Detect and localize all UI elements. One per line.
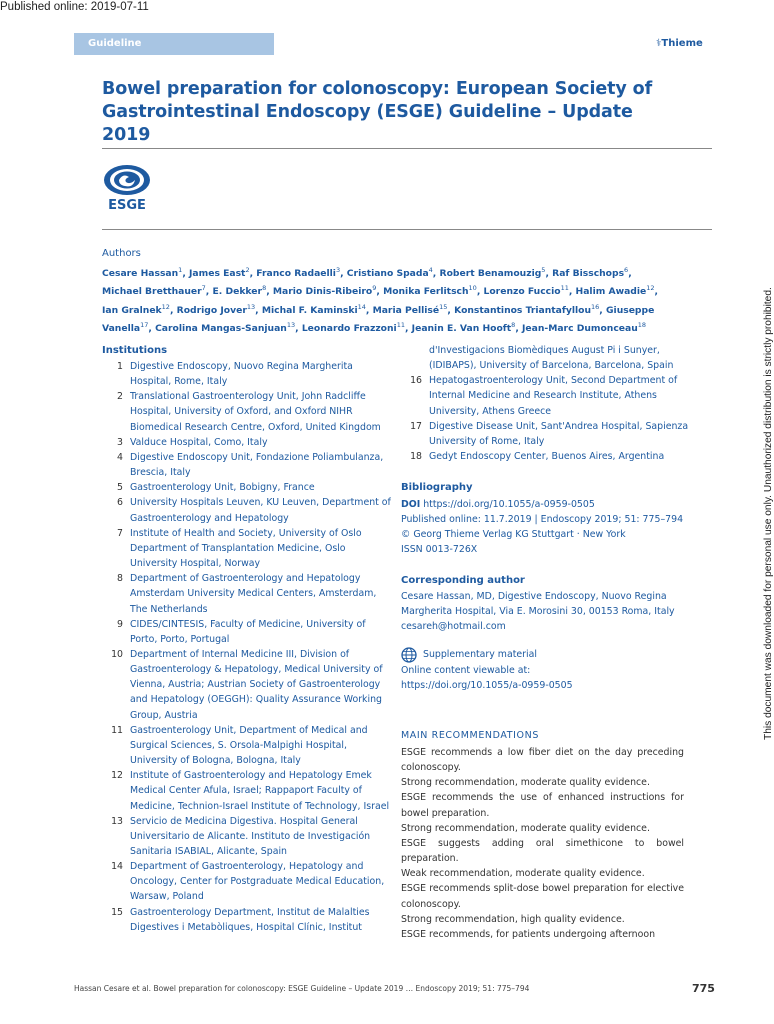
author-name: Maria Pellisé$^{15}$ — [372, 302, 448, 316]
institution-text: Digestive Endoscopy Unit, Fondazione Poliambulanza, Brescia, Italy — [130, 451, 384, 479]
institution-item — [102, 571, 392, 616]
institution-item — [102, 526, 392, 571]
institution-number: 4 — [117, 451, 123, 463]
author-affiliation-number: 16 — [591, 302, 600, 311]
main-recommendations-text — [401, 745, 684, 942]
supplementary-label: Supplementary material — [423, 649, 537, 661]
author-name: Halim Awadie$^{12}$ — [575, 284, 655, 298]
author-name: Leonardo Frazzoni$^{11}$ — [301, 320, 405, 334]
institution-item — [102, 723, 392, 768]
author-affiliation-number: 13 — [246, 302, 256, 311]
institution-number: 14 — [111, 861, 123, 873]
author-affiliation-number: 3 — [335, 266, 341, 274]
institution-item — [102, 768, 392, 813]
institutions-list-left — [102, 359, 392, 935]
institution-text: Institute of Health and Society, University of Oslo Department of Transplantation Medicine, Oslo University Hospital, Norway — [130, 527, 362, 570]
institution-number: 5 — [117, 482, 123, 494]
institutions-heading: Institutions — [102, 345, 168, 356]
author-affiliation-number: 12 — [161, 302, 170, 311]
esge-emblem-icon — [102, 164, 152, 212]
author-affiliation-number: 7 — [201, 284, 206, 293]
institutions-list-right — [401, 343, 691, 464]
author-name: Michal F. Kaminski$^{14}$ — [261, 302, 366, 316]
institution-number: 6 — [117, 497, 123, 509]
institution-number: 7 — [117, 527, 123, 539]
main-recommendations-heading: MAIN RECOMMENDATIONS — [401, 730, 539, 741]
authors-heading: Authors — [102, 248, 141, 259]
institution-number: 12 — [111, 770, 123, 782]
page-number: 775 — [692, 982, 715, 995]
author-name: Rodrigo Jover$^{13}$ — [176, 302, 256, 316]
author-affiliation-number: 8 — [262, 284, 267, 293]
institution-text: Department of Gastroenterology and Hepatology Amsterdam University Medical Centers, Amsterdam, The Netherlands — [130, 573, 377, 615]
author-affiliation-number: 15 — [439, 302, 448, 311]
institution-item — [102, 389, 392, 434]
author-affiliation-number: 1 — [178, 266, 183, 274]
supplementary-online: Online content viewable at: — [401, 665, 531, 676]
title-divider — [102, 148, 712, 149]
author-name: Cristiano Spada$^4$ — [346, 266, 433, 280]
institution-item — [401, 449, 691, 464]
author-name: Jean-Marc Dumonceau$^{18}$ — [522, 320, 647, 334]
institution-text: Gastroenterology Unit, Bobigny, France — [130, 482, 315, 494]
bibliography-block — [401, 497, 691, 558]
institution-text: d'Investigacions Biomèdiques August Pi i Sunyer, (IDIBAPS), University of Barcelona, Barcelona, Spain — [429, 345, 674, 372]
institution-text: Translational Gastroenterology Unit, John Radcliffe Hospital, University of Oxford, and Oxford NIHR Biomedical Research Centre, Oxford, United Kingdom — [130, 391, 381, 433]
author-name: Jeanin E. Van Hooft$^8$ — [411, 320, 516, 334]
recommendation-line: ESGE recommends the use of enhanced instructions for bowel preparation. — [401, 792, 684, 819]
institution-text: Servicio de Medicina Digestiva. Hospital General Universitario de Alicante. Instituto de Investigación Sanitaria ISABIAL, Alicante, Spain — [130, 815, 371, 857]
globe-icon — [401, 647, 417, 663]
institution-text: Gedyt Endoscopy Center, Buenos Aires, Argentina — [429, 451, 665, 463]
author-name: Carolina Mangas-Sanjuan$^{13}$ — [155, 320, 296, 334]
institution-item — [102, 480, 392, 495]
author-name: Michael Bretthauer$^7$ — [102, 284, 206, 298]
institution-item — [102, 647, 392, 723]
corresponding-address: Cesare Hassan, MD, Digestive Endoscopy, Nuovo Regina Margherita Hospital, Via E. Morosini 30, 00153 Roma, Italy — [401, 591, 675, 618]
institution-text: Hepatogastroenterology Unit, Second Department of Internal Medicine and Research Institute, Athens University, Athens Greece — [429, 375, 678, 417]
institution-number: 11 — [111, 724, 123, 736]
author-list: Cesare Hassan$^1$, James East$^2$, Franco Radaelli$^3$, Cristiano Spada$^4$, Robert Benamouzig$^5$, Raf Bisschops$^6$, Michael Bretthauer$^7$, E. Dekker$^8$, Mario Dinis-Ribeiro$^9$, Monika Ferlitsch$^{10}$, Lorenzo Fuccio$^{11}$, Halim Awadie$^{12}$, Ian Gralnek$^{12}$, Rodrigo Jover$^{13}$, Michal F. Kaminski$^{14}$, Maria Pellisé$^{15}$, Konstantinos Triantafyllou$^{16}$, Giuseppe Vanella$^{17}$, Carolina Mangas-Sanjuan$^{13}$, Leonardo Frazzoni$^{11}$, Jeanin E. Van Hooft$^8$, Jean-Marc Dumonceau$^{18}$ — [102, 266, 659, 334]
thieme-icon: ⚕ — [656, 38, 662, 49]
institution-text: University Hospitals Leuven, KU Leuven, Department of Gastroenterology and Hepatology — [130, 497, 391, 524]
copyright: © Georg Thieme Verlag KG Stuttgart · New York — [401, 529, 626, 541]
author-affiliation-number: 8 — [511, 320, 516, 329]
institution-text: Digestive Disease Unit, Sant'Andrea Hospital, Sapienza University of Rome, Italy — [429, 420, 689, 447]
esge-logo — [102, 164, 152, 216]
author-name: Konstantinos Triantafyllou$^{16}$ — [454, 302, 600, 316]
recommendation-line: ESGE suggests adding oral simethicone to bowel preparation. — [401, 837, 684, 865]
logo-text: ESGE — [108, 198, 146, 213]
author-name: Ian Gralnek$^{12}$ — [102, 302, 170, 316]
author-affiliation-number: 9 — [372, 284, 377, 293]
institution-number: 8 — [117, 573, 123, 585]
institution-item — [401, 419, 691, 449]
institution-number: 1 — [117, 361, 123, 372]
institution-item — [102, 905, 392, 935]
published-info: Published online: 11.7.2019 | Endoscopy 2019; 51: 775–794 — [401, 514, 684, 526]
supplementary-block — [401, 647, 701, 693]
institution-item — [401, 343, 691, 373]
publisher-name: Thieme — [661, 38, 703, 49]
supplementary-link[interactable]: https://doi.org/10.1055/a-0959-0505 — [401, 680, 573, 692]
institution-text: Digestive Endoscopy, Nuovo Regina Margherita Hospital, Rome, Italy — [130, 361, 353, 388]
author-affiliation-number: 6 — [624, 266, 629, 274]
institution-text: Valduce Hospital, Como, Italy — [130, 436, 268, 448]
doi-link[interactable]: https://doi.org/10.1055/a-0959-0505 — [423, 499, 595, 510]
author-name: James East$^2$ — [189, 266, 250, 280]
institution-number: 18 — [410, 451, 422, 463]
institution-text: Institute of Gastroenterology and Hepatology Emek Medical Center Afula, Israel; Rappaport Faculty of Medicine, Technion-Israel Institute of Technology, Israel — [130, 770, 390, 812]
article-title: Bowel preparation for colonoscopy: European Society of Gastrointestinal Endoscopy (ESGE) Guideline – Update 2019 — [102, 79, 653, 145]
author-name: Robert Benamouzig$^5$ — [439, 266, 546, 280]
author-affiliation-number: 18 — [637, 320, 647, 329]
author-name: Mario Dinis-Ribeiro$^9$ — [272, 284, 377, 298]
publisher-logo — [656, 38, 703, 49]
institution-number: 10 — [111, 648, 123, 660]
corresponding-email[interactable]: cesareh@hotmail.com — [401, 621, 506, 633]
author-affiliation-number: 11 — [560, 284, 569, 293]
author-affiliation-number: 4 — [428, 266, 433, 274]
page-footer: Hassan Cesare et al. Bowel preparation for colonoscopy: ESGE Guideline – Update 2019 … Endoscopy 2019; 51: 775–794 — [74, 984, 530, 993]
institution-number: 2 — [117, 391, 123, 403]
recommendation-line: Strong recommendation, high quality evidence. — [401, 913, 625, 925]
bibliography-heading: Bibliography — [401, 482, 473, 493]
corresponding-block — [401, 589, 691, 634]
author-name: Lorenzo Fuccio$^{11}$ — [483, 284, 569, 298]
institution-text: Department of Internal Medicine III, Division of Gastroenterology & Hepatology, Medical University of Vienna, Austria; Austrian Society of Gastroenterology and Hepatology (OEGGH): Quality Assurance Working Group, Austria — [130, 648, 383, 721]
institution-number: 3 — [117, 436, 123, 448]
doi-label: DOI — [401, 499, 421, 510]
institution-number: 15 — [111, 906, 123, 918]
institution-item — [102, 435, 392, 450]
institution-item — [401, 373, 691, 418]
author-name: E. Dekker$^8$ — [212, 284, 267, 298]
institution-number: 13 — [111, 815, 123, 827]
download-notice: This document was downloaded for personal use only. Unauthorized distribution is strictly prohibited. — [763, 287, 774, 740]
author-affiliation-number: 13 — [286, 320, 296, 329]
recommendation-line: ESGE recommends split-dose bowel preparation for elective colonoscopy. — [401, 883, 684, 910]
author-affiliation-number: 10 — [468, 284, 477, 293]
institution-item — [102, 450, 392, 480]
recommendation-line: Strong recommendation, moderate quality evidence. — [401, 777, 650, 789]
author-affiliation-number: 12 — [646, 284, 655, 293]
institution-item — [102, 495, 392, 525]
logo-divider — [102, 229, 712, 230]
author-affiliation-number: 2 — [245, 266, 250, 274]
institution-number: 9 — [117, 618, 123, 630]
recommendation-line: ESGE recommends, for patients undergoing afternoon — [401, 928, 656, 940]
corresponding-heading: Corresponding author — [401, 575, 525, 586]
recommendation-line: ESGE recommends a low fiber diet on the day preceding colonoscopy. — [401, 747, 684, 774]
institution-text: Department of Gastroenterology, Hepatology and Oncology, Center for Postgraduate Medical Education, Warsaw, Poland — [130, 861, 385, 903]
institution-text: Gastroenterology Unit, Department of Medical and Surgical Sciences, S. Orsola-Malpighi Hospital, University of Bologna, Bologna, Italy — [130, 724, 368, 767]
institution-number: 17 — [410, 420, 422, 432]
institution-item — [102, 617, 392, 647]
institution-item — [102, 859, 392, 904]
author-affiliation-number: 14 — [357, 302, 366, 311]
recommendation-line: Strong recommendation, moderate quality evidence. — [401, 822, 650, 834]
author-name: Giuseppe Vanella$^{17}$ — [102, 304, 655, 334]
author-name: Cesare Hassan$^1$ — [102, 266, 183, 280]
author-affiliation-number: 17 — [140, 320, 149, 329]
author-name: Franco Radaelli$^3$ — [256, 266, 341, 280]
author-name: Monika Ferlitsch$^{10}$ — [383, 284, 477, 298]
author-affiliation-number: 5 — [541, 266, 546, 274]
published-online-label: Published online: 2019-07-11 — [0, 1, 149, 13]
issn: ISSN 0013-726X — [401, 544, 478, 556]
institution-text: CIDES/CINTESIS, Faculty of Medicine, University of Porto, Porto, Portugal — [130, 618, 366, 645]
recommendation-line: Weak recommendation, moderate quality evidence. — [401, 868, 645, 880]
guideline-category-bar: Guideline — [74, 33, 274, 55]
author-name: Raf Bisschops$^6$ — [552, 266, 629, 280]
institution-item — [102, 814, 392, 859]
institution-text: Gastroenterology Department, Institut de Malalties Digestives i Metabòliques, Hospital Clínic, Institut — [130, 906, 370, 933]
author-affiliation-number: 11 — [396, 320, 405, 329]
institution-number: 16 — [410, 375, 422, 387]
institution-item — [102, 359, 392, 389]
